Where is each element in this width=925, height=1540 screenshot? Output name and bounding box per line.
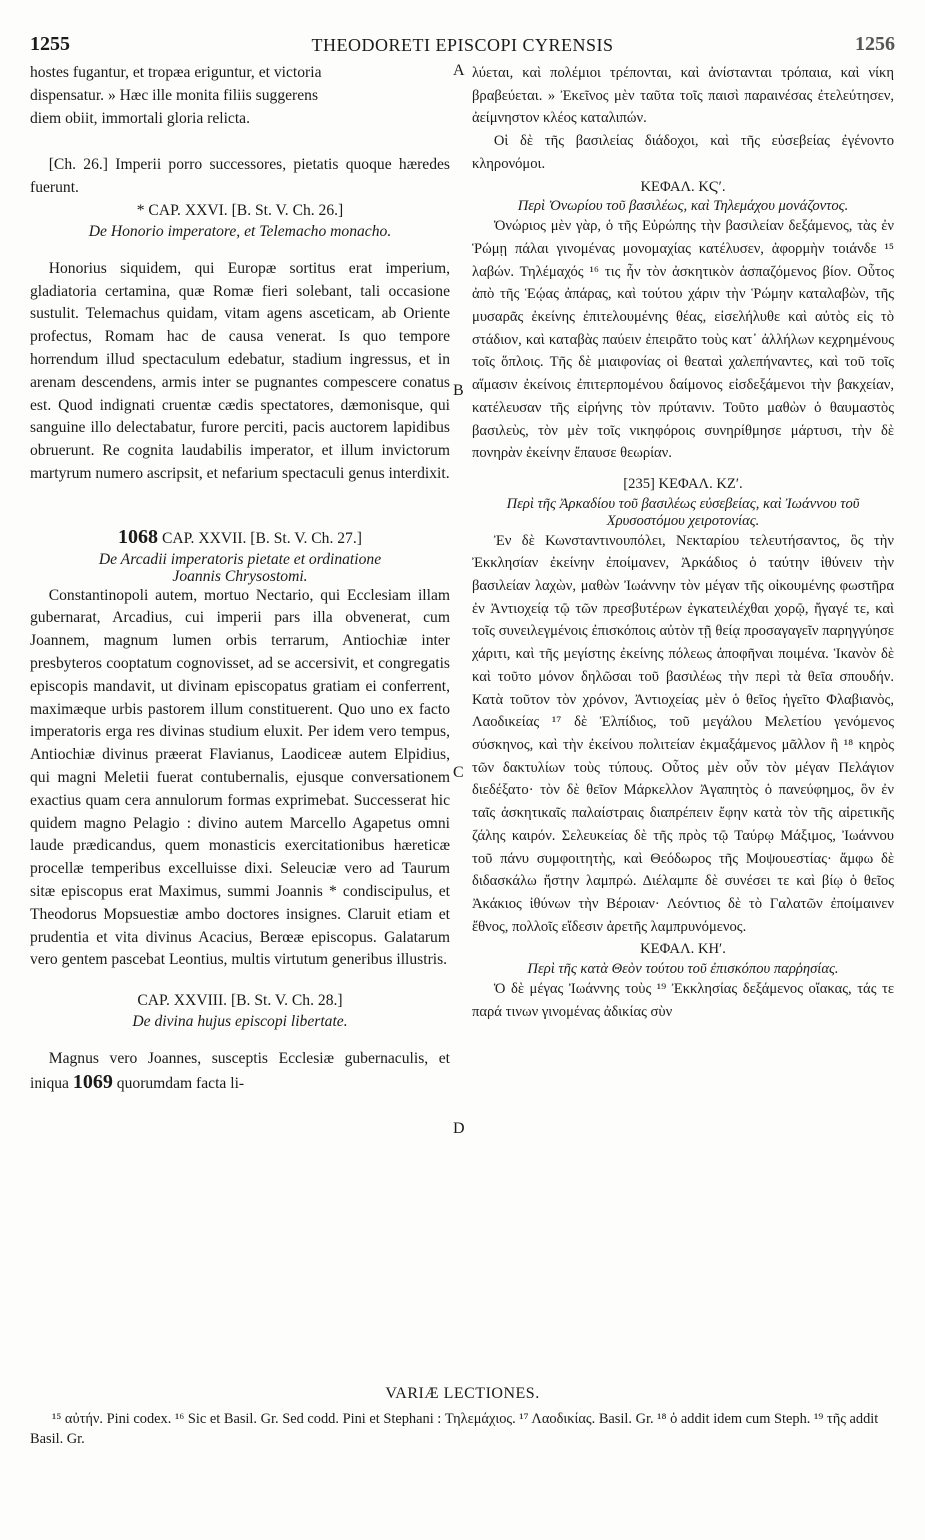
greek-cap27-text: Ἐν δὲ Κωνσταντινουπόλει, Νεκταρίου τελευτήσαντος, ὃς τὴν Ἐκκλησίαν ἐκείνην ἐποίμανεν, Ἀρκάδιος ὁ ταύτην ἰθύνειν τὴν βασιλείαν λαχὼν, μαθὼν Ἰωάννην τὸν μέγαν τῆς οἰκουμένης φωστῆρα ἐν Ἀντιοχείᾳ τῷ τῶν πρεσβυτέρων ἐγκατειλέχθαι χορῷ, ἤγαγέ τε, καὶ τοῖς συνειλεγμένοις ἐπισκόποις αὐτὸν τῇ θείᾳ προσαγαγεῖν παρηγγύησε χάριτι, καὶ τῆς μεγίστης ἐκείνης πόλεως ἀποφῆναι ποιμένα. Ἱκανὸν δὲ καὶ τοῦτο μόνον δηλῶσαι τοῦ βασιλέως τὴν περὶ τὰ θεῖα σπουδήν. Κατὰ τοῦτον τὸν χρόνον, Ἀντιοχείας μὲν ὁ θεῖος ἡγεῖτο Φλαβιανὸς, Λαοδικείας ¹⁷ δὲ Ἐλπίδιος, τοῦ μεγάλου Μελετίου γενόμενος σύσκηνος, καὶ τὴν ἐκείνου πολιτείαν ἐκμαξάμενος μᾶλλον ἢ ¹⁸ κηρὸς τῶν δακτυλίων τοὺς τύπους. Οὗτος μὲν οὖν τὸν μέγαν Πελάγιον διεδέξατο· τὸν δὲ θεῖον Μάρκελλον Ἀγαπητὸς ὁ πανεύφημος, ὃν ἐν ταῖς ἀσκητικαῖς παλαίστραις διαπρέπειν ἔφην κατὰ τὸν τῆς αἱρετικῆς ζάλης καιρόν. Σελευκείας δὲ τῆς πρὸς τῷ Ταύρῳ Μάξιμος, Ἰωάννου τοῦ πάνυ συμφοιτητὴς, καὶ Θεόδωρος τῆς Μοψουεστίας· ἄμφω δὲ διδασκάλω ἤστην λαμπρώ. Διέλαμπε δὲ συνέσει τε καὶ βίῳ ὁ θεῖος Ἀκάκιος ἰθύνων τὴν Βέροιαν· Λεόντιος δὲ τὸ Γαλατῶν ἐποίμαινεν ἔθνος, πολλοῖς εἴδεσιν ἀρετῆς λαμπρυνόμενος. [472, 532, 894, 935]
variae-text: ¹⁵ αὐτήν. Pini codex. ¹⁶ Sic et Basil. Gr. Sed codd. Pini et Stephani : Τηλεμάχιος. ¹⁷ Λαοδικίας. Basil. Gr. ¹⁸ ὁ addit idem cum Steph. ¹⁹ τῆς addit Basil. Gr. [30, 1411, 879, 1447]
page-number-left: 1255 [30, 33, 70, 55]
column-number: 1069 [72, 1070, 113, 1093]
greek-intro: λύεται, καὶ πολέμιοι τρέπονται, καὶ ἀνίστανται τρόπαια, καὶ νίκη βραβεύεται. » Ἐκεῖνος μὲν ταῦτα τοῖς παισὶ παραινέσας ἐτελεύτησεν, ἀείμνηστον κλέος καταλιπών. [472, 65, 894, 127]
latin-cap27-title: De Arcadii imperatoris pietate et ordinatione [98, 550, 382, 568]
page-number-right: 1256 [855, 33, 895, 55]
margin-letter-c: C [453, 764, 464, 781]
greek-column [472, 62, 894, 1023]
latin-cap27-text: Constantinopoli autem, mortuo Nectario, qui Ecclesiam illam gubernarat, Arcadius, cui imperii pars illa obvenerat, cum Joannem, magnum lumen orbis terrarum, Antiochiæ inter presbyteros cooptatum cognovisset, ad se accersivit, et congregatis episcopis mandavit, ut divinam episcopatus gratiam ei conferrent, maximæque urbis pastorem illum constituerent. Quo uno ex facto imperatoris erga res divinas studium eluxit. Per idem vero tempus, Antiochiæ divinus præerat Flavianus, Laodiceæ autem Elpidius, qui magni Meletii fuerat contubernalis, ejusque conversationem exactius quam cera annulorum formas exprimebat. Successerat hic quidem magno Pelagio : divino autem Marcello Agapetus omni laude prædicandus, quem monasticis exercitationibus hæreticæ procellæ temperibus excelluisse dixi. Seleuciæ vero ad Taurum sitæ episcopus erat Maximus, summi Joannis * condiscipulus, et Theodorus Mopsuestiæ ambo doctores insignes. Claruit etiam et prudentia et vita divinus Acacius, Berœæ episcopus. Galatarum vero gentem pascebat Leontius, multis virtutum generibus illustris. [30, 586, 450, 969]
greek-cap28-title: Περὶ τῆς κατὰ Θεὸν τούτου τοῦ ἐπισκόπου παρῥησίας. [527, 961, 839, 978]
latin-intro-line: dispensatur. » Hæc ille monita filiis suggerens [30, 86, 319, 104]
greek-cap26-text: Ὀνώριος μὲν γὰρ, ὁ τῆς Εὐρώπης τὴν βασιλείαν δεξάμενος, τὰς ἐν Ῥώμῃ πάλαι γινομένας μονομαχίας κατέλυσεν, ἀφορμὴν τοιάνδε ¹⁵ λαβών. Τηλέμαχός ¹⁶ τις ἦν τὸν ἀσκητικὸν ἀσπαζόμενος βίον. Οὗτος ἀπὸ τῆς Ἑῴας ἀπάρας, καὶ τούτου χάριν τὴν Ῥώμην καταλαβὼν, τῆς μυσαρᾶς ἐκείνης ἐπιτελουμένης θέας, εἰσελήλυθε καὶ αὐτὸς εἰς τὸ στάδιον, καὶ καταβὰς παύειν ἐπειρᾶτο τοὺς κατ᾽ ἀλλήλων κεχρημένους τοῖς ὅπλοις. Τῆς δὲ μιαιφονίας οἱ θεαταὶ χαλεπήναντες, καὶ τοῦ τοῖς αἵμασιν ἐκείνοις ἐπιτερπομένου δαίμονος εἰσδεξάμενοι τὴν βακχείαν, κατέλευσαν τῆς εἰρήνης τὸν πρύτανιν. Τοῦτο μαθὼν ὁ θαυμαστὸς βασιλεὺς, τὸν μὲν τοῖς νικηφόροις συνηρίθμησε μάρτυσι, τὴν δὲ πονηρὰν ἐκείνην ἔπαυσε θεωρίαν. [472, 218, 894, 462]
latin-ch26-intro: [Ch. 26.] Imperii porro successores, pietatis quoque hæredes fuerunt. [30, 156, 450, 197]
greek-cap27-heading: [235] ΚΕΦΑΛ. ΚΖʹ. [623, 475, 743, 492]
greek-para: Οἱ δὲ τῆς βασιλείας διάδοχοι, καὶ τῆς εὐσεβείας ἐγένοντο κληρονόμοι. [472, 133, 894, 172]
latin-cap28-text-a: Magnus vero Joannes, susceptis Ecclesiæ gubernaculis, et iniqua [30, 1049, 450, 1092]
latin-cap28-text-b: quorumdam facta li- [116, 1074, 245, 1092]
latin-cap28-title: De divina hujus episcopi libertate. [132, 1012, 348, 1030]
latin-cap27-heading-row [30, 526, 450, 551]
latin-cap26-text: Honorius siquidem, qui Europæ sortitus erat imperium, gladiatoria certamina, quæ Romæ fieri solebant, tali occasione sustulit. Telemachus quidam, vitam agens asceticam, ab Oriente profectus, Romam hac de causa venerat. Is quo tempore horrendum illud spectaculum edebatur, stadium ingressus, et in arenam descendens, armis inter se pugnantes compescere conatus est. Quod indignati cruentæ cædis spectatores, dæmonisque, qui sanguine illo delectabatur, furore perciti, pacis auctorem lapidibus obruerunt. Re cognita laudabilis imperator, et illum invictorum martyrum numero ascripsit, et nefarium spectaculi genus interdixit. [30, 259, 450, 482]
latin-cap27-title: Joannis Chrysostomi. [172, 567, 308, 585]
latin-intro-line: diem obiit, immortali gloria relicta. [30, 109, 250, 127]
latin-cap27-heading: CAP. XXVII. [B. St. V. Ch. 27.] [161, 529, 362, 547]
running-title: THEODORETI EPISCOPI CYRENSIS [311, 35, 614, 55]
margin-letter-b: B [453, 382, 464, 399]
latin-cap26-title: De Honorio imperatore, et Telemacho monacho. [88, 222, 392, 240]
latin-cap28-text [30, 1048, 450, 1096]
margin-letter-a: A [453, 62, 465, 79]
latin-cap26-heading: * CAP. XXVI. [B. St. V. Ch. 26.] [136, 201, 344, 219]
greek-cap26-heading: ΚΕΦΑΛ. ΚϚʹ. [640, 178, 726, 195]
latin-intro-line: hostes fugantur, et tropæa eriguntur, et victoria [30, 64, 322, 81]
greek-cap28-text: Ὁ δὲ μέγας Ἰωάννης τοὺς ¹⁹ Ἐκκλησίας δεξάμενος οἴακας, τάς τε παρά τινων γινομένας ἀδικίας σὺν [472, 981, 894, 1020]
page-header [30, 33, 895, 61]
column-number: 1068 [118, 525, 159, 548]
latin-column [30, 62, 450, 1095]
greek-cap27-title: Περὶ τῆς Ἀρκαδίου τοῦ βασιλέως εὐσεβείας, καὶ Ἰωάννου τοῦ Χρυσοστόμου χειροτονίας. [506, 495, 860, 529]
variae-lectiones [30, 1385, 895, 1449]
greek-cap28-heading: ΚΕΦΑΛ. ΚΗʹ. [640, 941, 726, 958]
margin-letter-d: D [453, 1120, 465, 1137]
greek-cap26-title: Περὶ Ὀνωρίου τοῦ βασιλέως, καὶ Τηλεμάχου μονάζοντος. [517, 198, 849, 215]
latin-cap28-heading: CAP. XXVIII. [B. St. V. Ch. 28.] [137, 992, 343, 1010]
variae-heading: VARIÆ LECTIONES. [385, 1385, 540, 1402]
